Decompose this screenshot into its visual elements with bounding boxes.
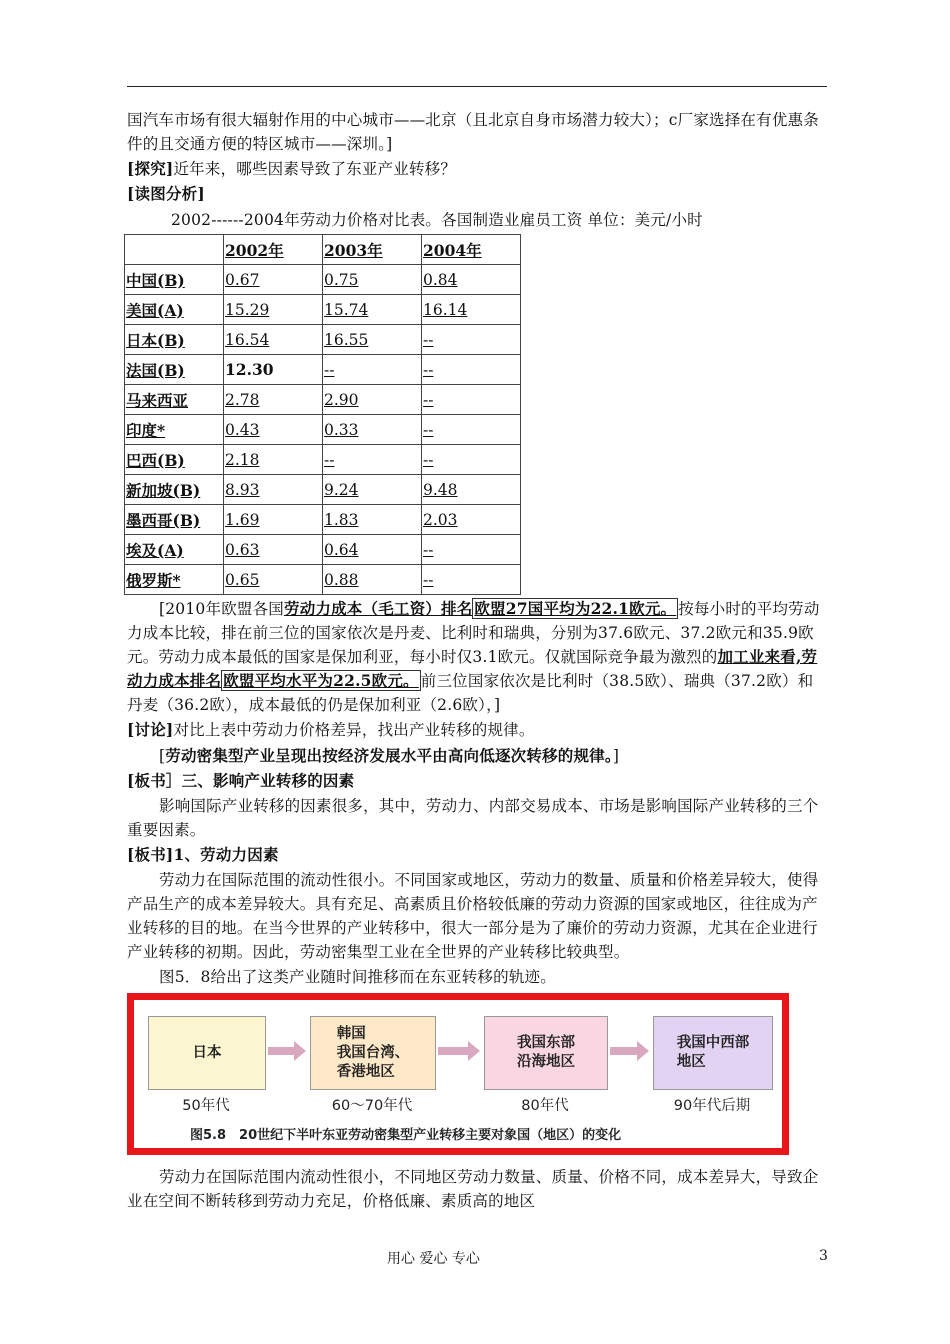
discuss-answer-text: 劳动密集型产业呈现出按经济发展水平由高向低逐次转移的规律。 xyxy=(165,746,613,765)
footer-motto: 用心 爱心 专心 xyxy=(387,1251,480,1267)
wage-cell: 16.14 xyxy=(422,295,521,325)
table-row xyxy=(125,325,521,355)
table-header-cell xyxy=(125,235,224,265)
readmap-tag-text: [读图分析] xyxy=(127,184,205,203)
country-cell: 日本(B) xyxy=(125,325,224,355)
wage-cell: 0.75 xyxy=(323,265,422,295)
wage-cell: -- xyxy=(422,385,521,415)
document-page xyxy=(127,0,827,989)
wage-cell: 8.93 xyxy=(224,475,323,505)
table-header-cell: 2004年 xyxy=(422,235,521,265)
figure-period-label: 60～70年代 xyxy=(331,1098,413,1114)
figure-period-label: 80年代 xyxy=(521,1098,569,1114)
country-cell: 印度* xyxy=(125,415,224,445)
p2-text-f: 欧盟平均水平为22.5欧元。 xyxy=(223,671,419,690)
p2-text-a: [2010年欧盟各国 xyxy=(159,600,284,618)
board-heading-2: [板书]1、劳动力因素 xyxy=(127,845,279,864)
wage-cell: 0.88 xyxy=(323,565,422,595)
wage-cell: -- xyxy=(422,535,521,565)
labor-cost-table xyxy=(124,234,521,595)
figure-region-label: 日本 xyxy=(192,1044,222,1061)
paragraph-factors: 影响国际产业转移的因素很多，其中，劳动力、内部交易成本、市场是影响国际产业转移的三个重要因素。 xyxy=(127,797,819,839)
right-arrow-icon xyxy=(610,1040,649,1062)
figure-region-box xyxy=(653,1016,773,1090)
wage-cell: 1.83 xyxy=(323,505,422,535)
country-cell: 埃及(A) xyxy=(125,535,224,565)
explore-text: 近年来，哪些因素导致了东亚产业转移？ xyxy=(173,160,457,178)
wage-cell: 2.03 xyxy=(422,505,521,535)
wage-cell: -- xyxy=(422,355,521,385)
paragraph-summary: 劳动力在国际范围内流动性很小，不同地区劳动力数量、质量、价格不同，成本差异大，导致企业在空间不断转移到劳动力充足，价格低廉、素质高的地区 xyxy=(127,1168,819,1210)
right-arrow-icon xyxy=(438,1040,480,1062)
figure-period-label: 50年代 xyxy=(182,1098,230,1114)
discuss-tag: [讨论] xyxy=(127,720,174,739)
table-row xyxy=(125,565,521,595)
paragraph-figure-ref: 图5．8给出了这类产业随时间推移而在东亚转移的轨迹。 xyxy=(159,968,556,986)
wage-cell: 9.24 xyxy=(323,475,422,505)
board-heading-1: [板书］三、影响产业转移的因素 xyxy=(127,771,355,790)
wage-cell: 0.65 xyxy=(224,565,323,595)
p2-text-e: 加工业来看,劳动力成本排名 xyxy=(127,647,818,690)
figure-region-label: 我国东部 沿海地区 xyxy=(517,1035,575,1070)
figure-region-box xyxy=(310,1016,436,1090)
wage-cell: 0.67 xyxy=(224,265,323,295)
discuss-answer xyxy=(127,744,827,768)
readmap-tag xyxy=(127,182,827,206)
country-cell: 美国(A) xyxy=(125,295,224,325)
table-row xyxy=(125,415,521,445)
wage-cell: -- xyxy=(323,355,422,385)
wage-cell: 0.84 xyxy=(422,265,521,295)
wage-cell: 12.30 xyxy=(224,355,323,385)
wage-cell: 2.18 xyxy=(224,445,323,475)
figure-caption: 图5.8 20世纪下半叶东亚劳动密集型产业转移主要对象国（地区）的变化 xyxy=(190,1128,622,1143)
country-cell: 马来西亚 xyxy=(125,385,224,415)
wage-cell: 0.43 xyxy=(224,415,323,445)
country-cell: 墨西哥(B) xyxy=(125,505,224,535)
page-number: 3 xyxy=(819,1248,828,1264)
explore-tag: [探究] xyxy=(127,159,174,178)
p2-text-c: 欧盟27国平均为22.1欧元。 xyxy=(474,599,677,618)
right-arrow-icon xyxy=(268,1040,306,1062)
wage-cell: -- xyxy=(422,565,521,595)
table-row xyxy=(125,505,521,535)
wage-cell: 16.54 xyxy=(224,325,323,355)
wage-cell: 0.64 xyxy=(323,535,422,565)
table-row xyxy=(125,265,521,295)
discuss-text: 对比上表中劳动力价格差异，找出产业转移的规律。 xyxy=(173,721,535,739)
wage-cell: -- xyxy=(422,415,521,445)
figure-region-box xyxy=(148,1016,266,1090)
table-row xyxy=(125,295,521,325)
table-header-cell: 2003年 xyxy=(323,235,422,265)
explore-line xyxy=(127,157,827,181)
country-cell: 新加坡(B) xyxy=(125,475,224,505)
figure-region-box xyxy=(484,1016,608,1090)
discuss-answer-open: [ xyxy=(159,747,166,765)
wage-cell: 9.48 xyxy=(422,475,521,505)
wage-cell: 0.33 xyxy=(323,415,422,445)
wage-cell: 16.55 xyxy=(323,325,422,355)
wage-cell: 15.29 xyxy=(224,295,323,325)
country-cell: 法国(B) xyxy=(125,355,224,385)
wage-cell: 2.90 xyxy=(323,385,422,415)
p2-text-d: 按每小时的平均劳动力成本比较，排在前三位的国家依次是丹麦、比利时和瑞典，分别为37.6欧元、37.2欧元和35.9欧元。劳动力成本最低的国家是保加利亚，每小时仅3.1欧元。仅就国际竞争最为激烈的 xyxy=(127,600,820,666)
wage-cell: -- xyxy=(323,445,422,475)
table-header-row xyxy=(125,235,521,265)
table-caption: 2002------2004年劳动力价格对比表。各国制造业雇员工资 单位：美元/小时 xyxy=(171,211,703,229)
table-row xyxy=(125,355,521,385)
p2-text-b: 劳动力成本（毛工资）排名 xyxy=(284,599,473,618)
discuss-line xyxy=(127,718,827,742)
figure-5-8 xyxy=(127,993,789,1155)
p2-text-g: 前三位国家依次是比利时（38.5欧）、瑞典（37.2欧）和丹麦（36.2欧），成本最低的仍是保加利亚（2.6欧），] xyxy=(127,672,814,714)
wage-cell: 0.63 xyxy=(224,535,323,565)
country-cell: 俄罗斯* xyxy=(125,565,224,595)
wage-cell: -- xyxy=(422,445,521,475)
discuss-answer-close: ] xyxy=(612,747,620,765)
wage-cell: 1.69 xyxy=(224,505,323,535)
table-row xyxy=(125,535,521,565)
country-cell: 巴西(B) xyxy=(125,445,224,475)
table-row xyxy=(125,475,521,505)
table-row xyxy=(125,385,521,415)
figure-region-label: 我国中西部 地区 xyxy=(676,1035,750,1070)
paragraph-eu-labor-cost xyxy=(127,597,827,717)
table-header-cell: 2002年 xyxy=(224,235,323,265)
wage-cell: 15.74 xyxy=(323,295,422,325)
wage-cell: 2.78 xyxy=(224,385,323,415)
paragraph-1: 国汽车市场有很大辐射作用的中心城市——北京（且北京自身市场潜力较大）；c厂家选择在有优惠条件的且交通方便的特区城市——深圳。] xyxy=(127,111,819,153)
wage-cell: -- xyxy=(422,325,521,355)
table-row xyxy=(125,445,521,475)
country-cell: 中国(B) xyxy=(125,265,224,295)
paragraph-labor: 劳动力在国际范围的流动性很小。不同国家或地区，劳动力的数量、质量和价格差异较大，使得产品生产的成本差异较大。具有充足、高素质且价格较低廉的劳动力资源的国家或地区，往往成为产业转移的目的地。在当今世界的产业转移中，很大一部分是为了廉价的劳动力资源，尤其在企业进行产业转移的初期。因此，劳动密集型工业在全世界的产业转移比较典型。 xyxy=(127,871,819,961)
figure-region-label: 韩国 我国台湾、 香港地区 xyxy=(336,1025,410,1080)
figure-period-label: 90年代后期 xyxy=(673,1098,751,1114)
